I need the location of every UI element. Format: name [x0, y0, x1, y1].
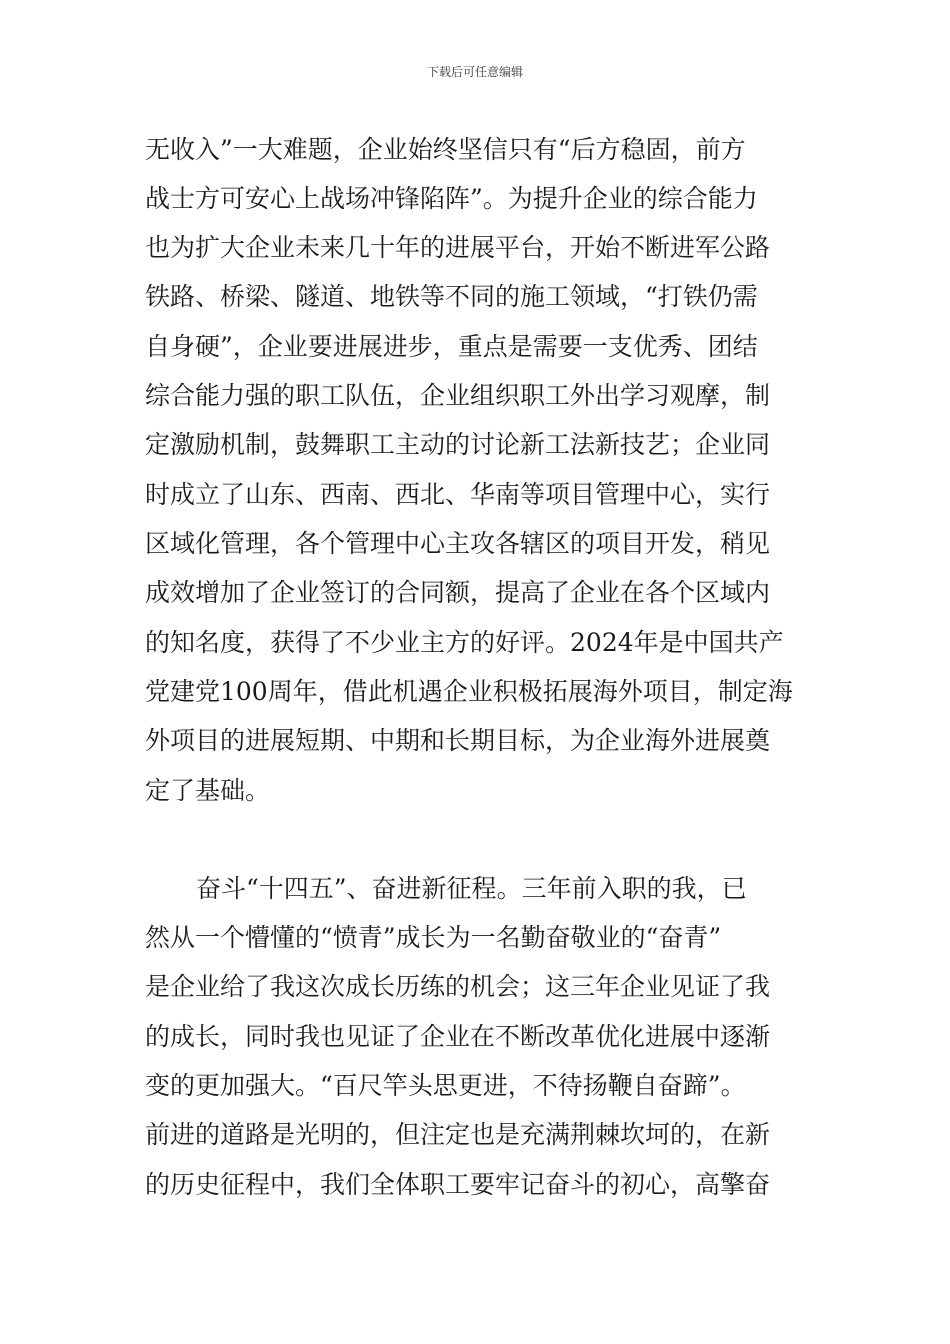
text-line: 变的更加强大。“百尺竿头思更进，不待扬鞭自奋蹄”。 [145, 1071, 746, 1100]
text-line: 的历史征程中，我们全体职工要牢记奋斗的初心，高擎奋 [145, 1170, 771, 1199]
text-line: 定了基础。 [145, 776, 271, 805]
text-line: 战士方可安心上战场冲锋陷阵”。为提升企业的综合能力 [145, 184, 758, 213]
text-line: 时成立了山东、西南、西北、华南等项目管理中心，实行 [145, 480, 771, 509]
text-line: 奋斗“十四五”、奋进新征程。三年前入职的我，已 [196, 874, 747, 903]
page-header: 下载后可任意编辑 [426, 65, 523, 79]
text-line: 是企业给了我这次成长历练的机会；这三年企业见证了我 [145, 972, 771, 1001]
text-line: 然从一个懵懂的“愤青”成长为一名勤奋敬业的“奋青” [145, 923, 722, 952]
text-line: 定激励机制，鼓舞职工主动的讨论新工法新技艺；企业同 [145, 430, 771, 459]
text-line: 无收入”一大难题，企业始终坚信只有“后方稳固，前方 [145, 135, 746, 164]
text-line: 铁路、桥梁、隧道、地铁等不同的施工领域，“打铁仍需 [145, 282, 758, 311]
text-line: 的成长，同时我也见证了企业在不断改革优化进展中逐渐 [145, 1022, 771, 1051]
text-line: 党建党100周年，借此机遇企业积极拓展海外项目，制定海 [145, 677, 793, 706]
text-line: 区域化管理，各个管理中心主攻各辖区的项目开发，稍见 [145, 529, 771, 558]
text-line: 综合能力强的职工队伍，企业组织职工外出学习观摩，制 [145, 381, 771, 410]
text-line: 自身硬”，企业要进展进步，重点是需要一支优秀、团结 [145, 332, 758, 361]
text-line: 也为扩大企业未来几十年的进展平台，开始不断进军公路 [145, 233, 771, 262]
text-line: 的知名度，获得了不少业主方的好评。2024年是中国共产 [145, 628, 784, 657]
text-line: 成效增加了企业签订的合同额，提高了企业在各个区域内 [145, 578, 771, 607]
text-line: 外项目的进展短期、中期和长期目标，为企业海外进展奠 [145, 726, 771, 755]
text-line: 前进的道路是光明的，但注定也是充满荆棘坎坷的，在新 [145, 1120, 771, 1149]
